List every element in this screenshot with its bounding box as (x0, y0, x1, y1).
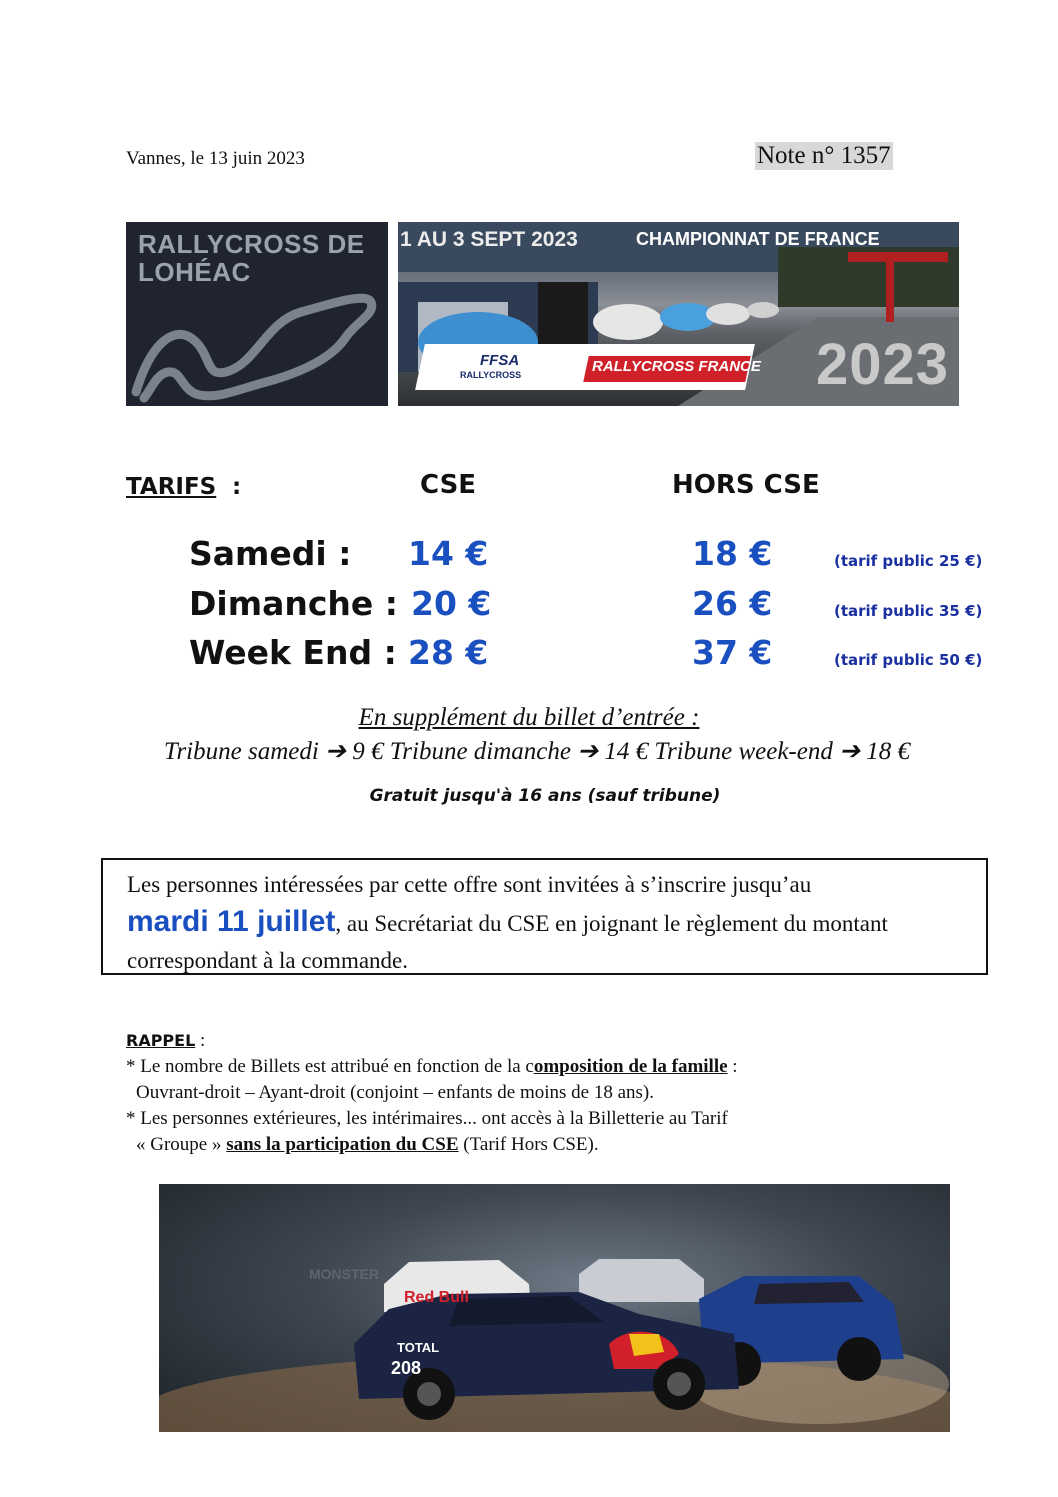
price-cse-weekend: 28 € (408, 633, 489, 672)
price-hors-dimanche: 26 € (692, 584, 773, 623)
loheac-logo (126, 222, 388, 406)
rappel-line-4: « Groupe » sans la participation du CSE (Tarif Hors CSE). (136, 1134, 599, 1155)
registration-box (101, 858, 988, 975)
svg-text:208: 208 (391, 1358, 422, 1378)
ffsa-subtitle: RALLYCROSS (460, 370, 522, 380)
rappel-title: RAPPEL (126, 1031, 196, 1050)
rappel-line-1: * Le nombre de Billets est attribué en fonction de la composition de la famille : (126, 1056, 738, 1077)
logo-text: RALLYCROSS DE LOHÉAC (138, 229, 365, 287)
deadline-date: mardi 11 juillet (127, 905, 336, 938)
column-cse: CSE (420, 470, 477, 500)
tarifs-colon: : (232, 474, 242, 500)
price-public-samedi: (tarif public 25 €) (834, 552, 983, 570)
event-dates: 1 AU 3 SEPT 2023 (400, 228, 578, 251)
event-banner (398, 222, 959, 406)
rallycross-photo (159, 1184, 950, 1432)
svg-text:Red Bull: Red Bull (404, 1289, 469, 1306)
price-public-dimanche: (tarif public 35 €) (834, 602, 983, 620)
ffsa-logo: FFSA (480, 352, 520, 369)
svg-text:TOTAL: TOTAL (397, 1340, 440, 1355)
track-outline-icon (126, 282, 388, 406)
row-day-weekend: Week End : (189, 633, 397, 672)
registration-text: Les personnes intéressées par cette offre sont invitées à s’inscrire jusqu’au mardi 11 juillet, au Secrétariat du CSE en joignant le règlement du montant correspondant à la commande. (127, 872, 888, 973)
document-date: Vannes, le 13 juin 2023 (126, 148, 305, 169)
rappel-line-3: * Les personnes extérieures, les intérimaires... ont accès à la Billetterie au Tarif (126, 1108, 728, 1129)
price-hors-weekend: 37 € (692, 633, 773, 672)
column-hors-cse: HORS CSE (672, 470, 820, 500)
supplement-title: En supplément du billet d’entrée : (358, 704, 700, 731)
price-hors-samedi: 18 € (692, 534, 773, 573)
free-under-16: Gratuit jusqu'à 16 ans (sauf tribune) (369, 786, 721, 806)
note-number: Note n° 1357 (757, 142, 891, 169)
tarifs-label: TARIFS (126, 474, 217, 500)
event-year: 2023 (815, 332, 949, 397)
championship-title: CHAMPIONNAT DE FRANCE (636, 229, 880, 249)
rappel-section: RAPPEL : * Le nombre de Billets est attribué en fonction de la composition de la famille : Ouvrant-droit – Ayant-droit (conjoint – enfants de moins de 18 ans). * Les personnes extérieures, les intérimaires... ont accès à la Billetterie au Tarif « Groupe » sans la participation du CSE (Tarif Hors CSE). (126, 1028, 738, 1158)
row-day-dimanche: Dimanche : (189, 584, 398, 623)
tribune-prices: Tribune samedi ➔ 9 € Tribune dimanche ➔ 14 € Tribune week-end ➔ 18 € (163, 738, 911, 765)
price-cse-samedi: 14 € (408, 534, 489, 573)
rappel-line-2: Ouvrant-droit – Ayant-droit (conjoint – enfants de moins de 18 ans). (136, 1082, 655, 1103)
price-public-weekend: (tarif public 50 €) (834, 651, 983, 669)
svg-text:MONSTER: MONSTER (309, 1266, 379, 1282)
race-cars-illustration (159, 1184, 950, 1432)
row-day-samedi: Samedi : (189, 534, 352, 573)
rallycross-france-logo: RALLYCROSS FRANCE (592, 358, 761, 375)
price-cse-dimanche: 20 € (411, 584, 492, 623)
